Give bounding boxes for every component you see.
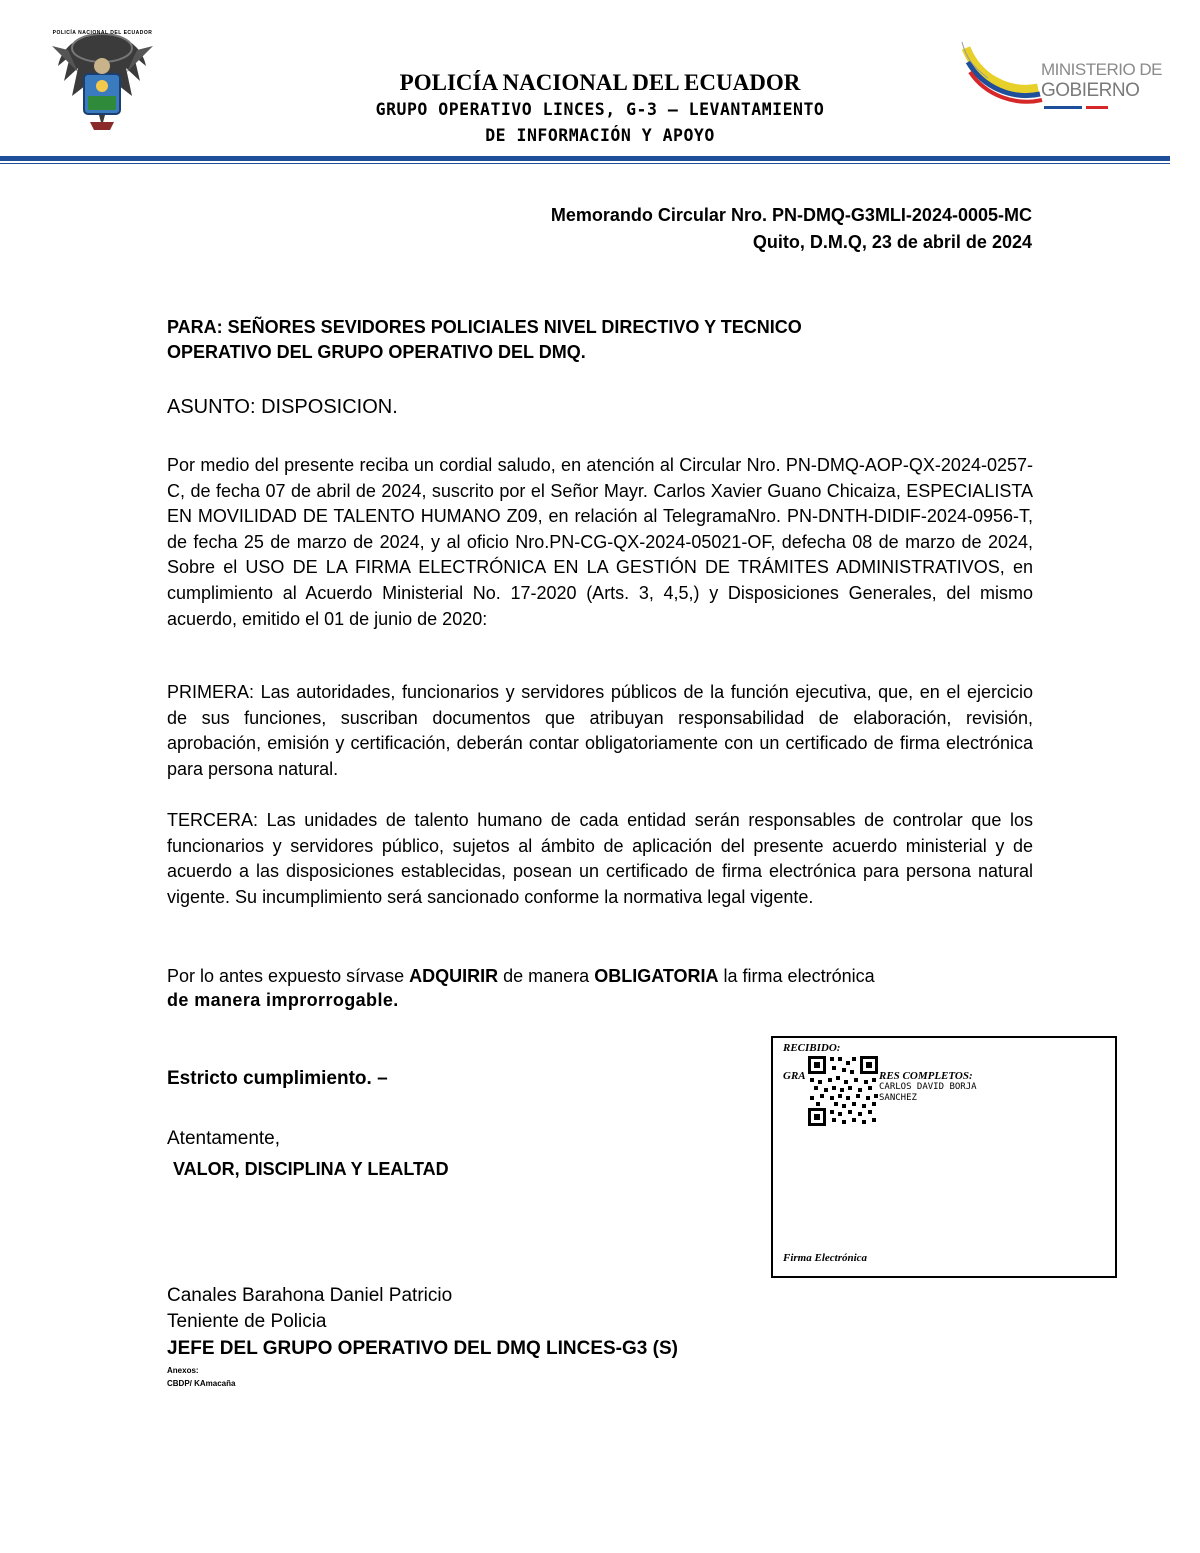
closing-text-3: la firma electrónica — [718, 966, 875, 986]
signer-name: Canales Barahona Daniel Patricio — [167, 1285, 453, 1306]
header-rule — [0, 156, 1170, 161]
header-rule-thin — [0, 163, 1170, 164]
ministerio-logo-line2: GOBIERNO — [1041, 80, 1140, 101]
closing-text-2: de manera — [498, 966, 595, 986]
received-stamp-box — [771, 1036, 1117, 1278]
stamp-name-line2: SANCHEZ — [879, 1093, 917, 1103]
ministerio-logo-line1: MINISTERIO DE — [1041, 60, 1163, 79]
stamp-grado-prefix: GRA — [783, 1070, 806, 1082]
intro-paragraph: Por medio del presente reciba un cordial saludo, en atención al Circular Nro. PN-DMQ-AOP-QX-2024-0257-C, de fecha 07 de abril de 2024, suscrito por el Señor Mayr. Carlos Xavier Guano Chicaiza, ESPECIALISTA EN MOVILIDAD DE TALENTO HUMANO Z09, en relación al TelegramaNro. PN-DNTH-DIDIF-2024-0956-T, de fecha 25 de marzo de 2024, y al oficio Nro.PN-CG-QX-2024-05021-OF, defecha 08 de marzo de 2024, Sobre el USO DE LA FIRMA ELECTRÓNICA EN LA GESTIÓN DE TRÁMITES ADMINISTRATIVOS, en cumplimiento al Acuerdo Ministerial No. 17-2020 (Arts. 3, 4,5,) y Disposiciones Generales, del mismo acuerdo, emitido el 01 de junio de 2020: — [167, 455, 1033, 629]
stamp-name-line1: CARLOS DAVID BORJA — [879, 1082, 977, 1092]
closing-improrrogable: de manera improrrogable. — [167, 990, 399, 1010]
para-recipients-line2: OPERATIVO DEL GRUPO OPERATIVO DEL DMQ. — [167, 342, 586, 362]
police-emblem-arc-text: POLICÍA NACIONAL DEL ECUADOR — [52, 30, 153, 36]
lema: VALOR, DISCIPLINA Y LEALTAD — [173, 1159, 449, 1179]
memo-place-date: Quito, D.M.Q, 23 de abril de 2024 — [752, 232, 1032, 252]
anexos-label: Anexos: — [167, 1366, 199, 1375]
closing-paragraph — [167, 964, 1033, 990]
asunto-subject: ASUNTO: DISPOSICION. — [167, 396, 398, 418]
stamp-nombres-label: RES COMPLETOS: — [879, 1070, 973, 1082]
header-subtitle-line1: GRUPO OPERATIVO LINCES, G-3 – LEVANTAMIENTO — [375, 100, 825, 119]
signer-rank: Teniente de Policia — [167, 1311, 327, 1332]
signer-initials: CBDP/ KAmacaña — [167, 1379, 236, 1388]
stamp-qr-code — [806, 1054, 880, 1128]
stamp-recibido-label: RECIBIDO: — [783, 1042, 841, 1054]
closing-bold-obligatoria: OBLIGATORIA — [594, 966, 719, 986]
closing-text-1: Por lo antes expuesto sírvase — [167, 966, 410, 986]
closing-bold-adquirir: ADQUIRIR — [409, 966, 499, 986]
stamp-firma-electronica: Firma Electrónica — [783, 1252, 868, 1264]
estricto-cumplimiento: Estricto cumplimiento. – — [167, 1068, 388, 1089]
header-title: POLICÍA NACIONAL DEL ECUADOR — [399, 70, 801, 95]
tercera-paragraph: TERCERA: Las unidades de talento humano de cada entidad serán responsables de controlar que los funcionarios y servidores público, sujetos al ámbito de aplicación del presente acuerdo ministerial y de acuerdo a las disposiciones establecidas, posean un certificado de firma electrónica para persona natural vigente. Su incumplimiento será sancionado conforme la normativa legal vigente. — [167, 810, 1033, 907]
header-subtitle-line2: DE INFORMACIÓN Y APOYO — [485, 126, 715, 145]
para-recipients-line1: PARA: SEÑORES SEVIDORES POLICIALES NIVEL DIRECTIVO Y TECNICO — [167, 317, 802, 337]
memo-number: Memorando Circular Nro. PN-DMQ-G3MLI-2024-0005-MC — [550, 205, 1032, 225]
atentamente: Atentamente, — [167, 1128, 281, 1149]
signer-position: JEFE DEL GRUPO OPERATIVO DEL DMQ LINCES-G3 (S) — [167, 1338, 678, 1359]
primera-paragraph: PRIMERA: Las autoridades, funcionarios y servidores públicos de la función ejecutiva, que, en el ejercicio de sus funciones, suscriban documentos que atribuyan responsabilidad de elaboración, revisión, aprobación, emisión y certificación, deberán contar obligatoriamente con un certificado de firma electrónica para persona natural. — [167, 682, 1033, 779]
